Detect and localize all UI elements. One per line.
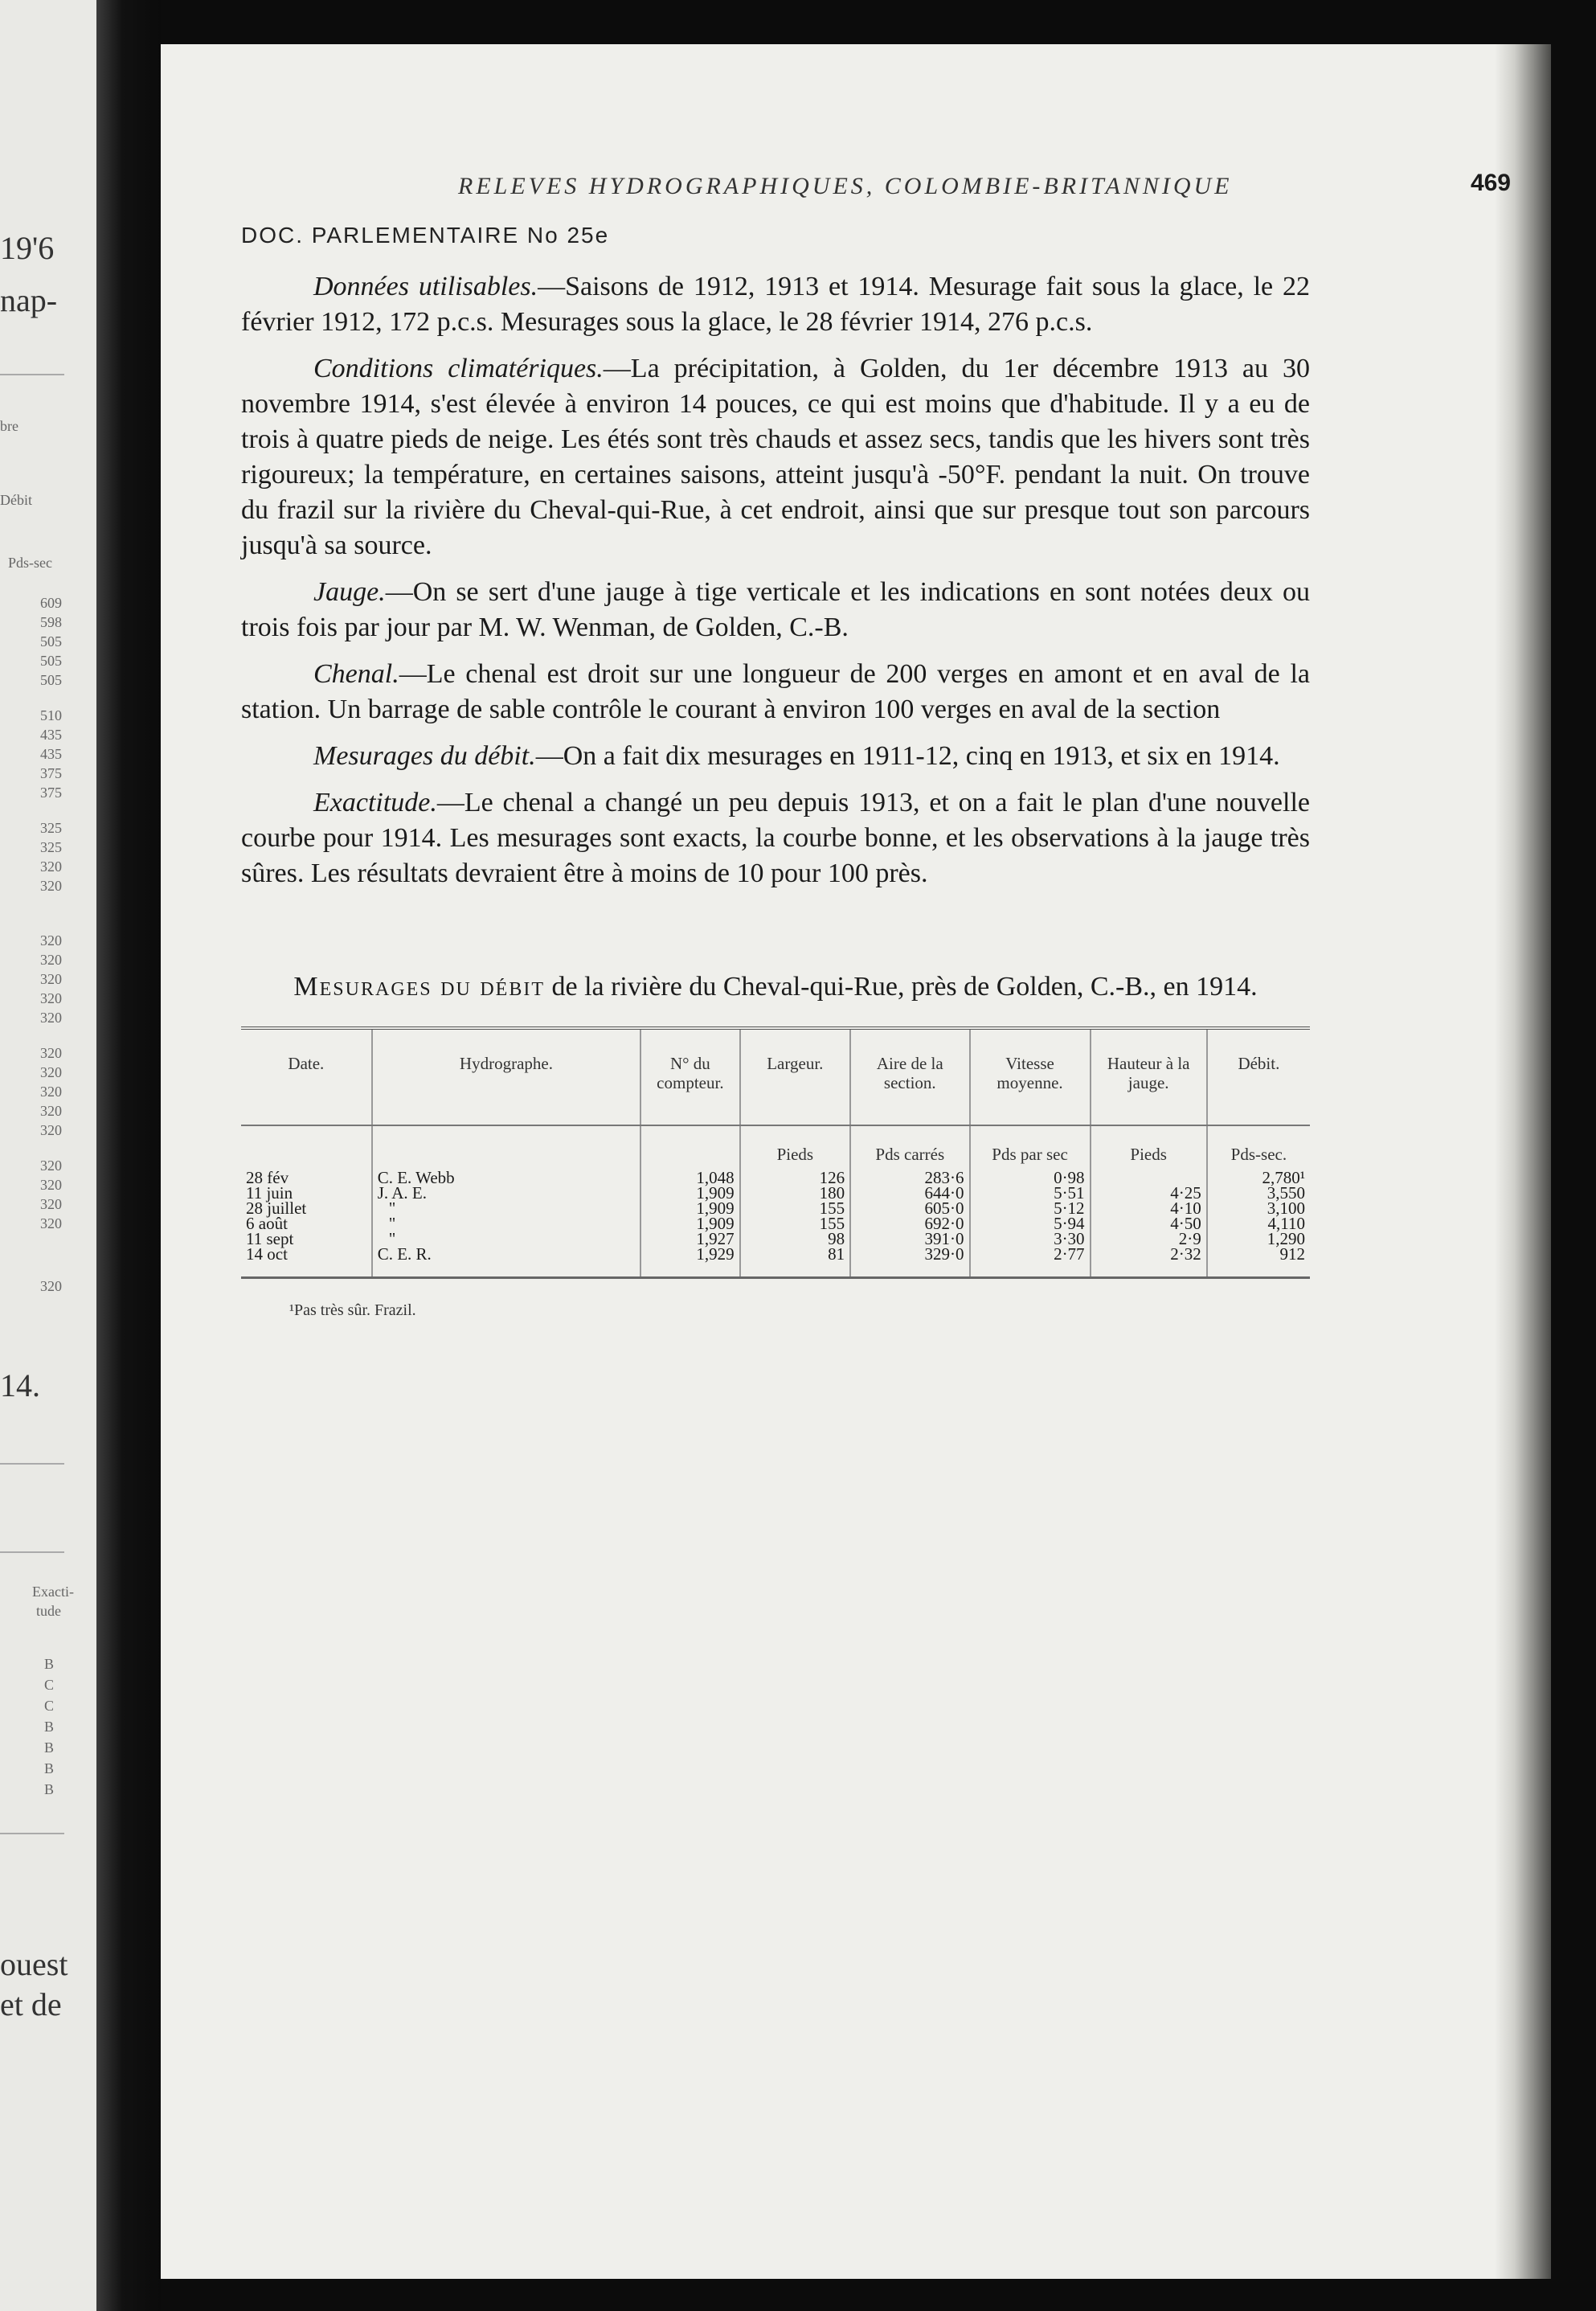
doc-label: DOC. PARLEMENTAIRE No 25e: [241, 223, 610, 248]
meter-cell: 1,909: [640, 1186, 739, 1201]
width-cell: 155: [740, 1201, 850, 1216]
left-fragment: 320: [40, 932, 62, 949]
hydrographer-cell: C. E. R.: [372, 1247, 640, 1278]
hydrographer-cell: C. E. Webb: [372, 1170, 640, 1186]
left-fragment: 320: [40, 990, 62, 1006]
discharge-cell: 3,550: [1207, 1186, 1310, 1201]
paragraph-lead: Jauge.: [313, 577, 386, 607]
left-fragment: 375: [40, 765, 62, 781]
paragraph-text: —Le chenal a changé un peu depuis 1913, et on a fait le plan d'une nouvelle courbe pour 1914. Les mesurages sont exacts, la courbe bonne, et les observations à la jauge très sûres. Les résultats devraient être à moins de 10 pour 100 près.: [241, 788, 1310, 888]
table-header-row: [241, 1028, 1310, 1125]
hydrographer-cell: ": [372, 1216, 640, 1231]
area-cell: 605·0: [850, 1201, 969, 1216]
column-header: Vitesse moyenne.: [970, 1028, 1091, 1125]
left-fragment: et de: [0, 1986, 62, 2022]
left-fragment: C: [44, 1698, 55, 1714]
unit-cell: [372, 1125, 640, 1170]
table-footnote: ¹Pas très sûr. Frazil.: [289, 1301, 416, 1319]
table-title-smallcaps: Mesurages du débit: [293, 972, 545, 1002]
left-fragment: 325: [40, 820, 62, 836]
paragraph-lead: Exactitude.: [313, 788, 437, 817]
paragraph-chenal: [241, 657, 1310, 727]
paragraph-text: —Saisons de 1912, 1913 et 1914. Mesurage fait sous la glace, le 22 février 1912, 172 p.c.s. Mesurages sous la glace, le 28 février 1914, 276 p.c.s.: [241, 272, 1310, 337]
hydrographer-cell: J. A. E.: [372, 1186, 640, 1201]
unit-cell: Pds carrés: [850, 1125, 969, 1170]
book-gutter: [96, 0, 161, 2311]
hydrographer-cell: ": [372, 1201, 640, 1216]
paragraph-text: —Le chenal est droit sur une longueur de 200 verges en amont et en aval de la station. Un barrage de sable contrôle le courant à environ 100 verges en aval de la section: [241, 659, 1310, 724]
paragraph-text: —La précipitation, à Golden, du 1er décembre 1913 au 30 novembre 1914, s'est élevée à environ 14 pouces, ce qui est moins que d'habitude. Il y a eu de trois à quatre pieds de neige. Les étés sont très chauds et assez secs, tandis que les hivers sont très rigoureux; la température, en certaines saisons, atteint jusqu'à -50°F. pendant la nuit. On trouve du frazil sur la rivière du Cheval-qui-Rue, à cet endroit, ainsi que sur presque tout son parcours jusqu'à sa source.: [241, 354, 1310, 560]
left-fragment: 320: [40, 1177, 62, 1193]
left-fragment: 19'6: [0, 230, 55, 266]
page-number: 469: [1470, 170, 1511, 196]
column-header: Débit.: [1207, 1028, 1310, 1125]
left-fragment: B: [44, 1760, 55, 1776]
divider: [0, 1463, 64, 1465]
width-cell: 81: [740, 1247, 850, 1278]
area-cell: 692·0: [850, 1216, 969, 1231]
left-fragment: nap-: [0, 282, 58, 318]
left-fragment: tude: [36, 1603, 61, 1619]
velocity-cell: 3·30: [970, 1231, 1091, 1247]
column-header: Largeur.: [740, 1028, 850, 1125]
adjacent-page-fragment: [0, 0, 96, 2311]
meter-cell: 1,929: [640, 1247, 739, 1278]
left-fragment: bre: [0, 418, 18, 434]
paragraph-donnees: [241, 269, 1310, 340]
left-fragment: B: [44, 1739, 55, 1756]
meter-cell: 1,048: [640, 1170, 739, 1186]
paragraph-lead: Chenal.: [313, 659, 399, 689]
unit-cell: Pieds: [1091, 1125, 1207, 1170]
unit-cell: Pds-sec.: [1207, 1125, 1310, 1170]
table-row: [241, 1216, 1310, 1231]
hydrographer-cell: ": [372, 1231, 640, 1247]
table-row: [241, 1186, 1310, 1201]
running-header: [241, 170, 1511, 213]
left-fragment: 320: [40, 1196, 62, 1212]
left-fragment: B: [44, 1781, 55, 1797]
left-fragment: 14.: [0, 1367, 40, 1403]
width-cell: 155: [740, 1216, 850, 1231]
divider: [0, 374, 64, 375]
discharge-cell: 1,290: [1207, 1231, 1310, 1247]
left-fragment: 320: [40, 1158, 62, 1174]
gauge-cell: 2·32: [1091, 1247, 1207, 1278]
date-cell: 28 fév: [246, 1168, 289, 1187]
unit-cell: [640, 1125, 739, 1170]
left-fragment: 320: [40, 1045, 62, 1061]
left-fragment: 320: [40, 1278, 62, 1294]
page-edge: [1495, 44, 1551, 2279]
column-header: Hauteur à la jauge.: [1091, 1028, 1207, 1125]
velocity-cell: 0·98: [970, 1170, 1091, 1186]
discharge-cell: 3,100: [1207, 1201, 1310, 1216]
units-row: [241, 1125, 1310, 1170]
discharge-table: [241, 1026, 1310, 1279]
running-title: RELEVES HYDROGRAPHIQUES, COLOMBIE-BRITANNIQUE: [458, 173, 1233, 199]
table-title: [241, 969, 1310, 1006]
area-cell: 644·0: [850, 1186, 969, 1201]
left-fragment: 510: [40, 707, 62, 723]
left-fragment: ouest: [0, 1946, 68, 1982]
left-fragment: C: [44, 1677, 55, 1693]
left-fragment: 320: [40, 952, 62, 968]
date-cell: 11 juin: [246, 1183, 293, 1203]
column-header: Aire de la section.: [850, 1028, 969, 1125]
left-fragment: 320: [40, 1064, 62, 1080]
unit-cell: Pieds: [740, 1125, 850, 1170]
left-fragment: B: [44, 1656, 55, 1672]
table-title-rest: de la rivière du Cheval-qui-Rue, près de Golden, C.-B., en 1914.: [551, 972, 1258, 1002]
velocity-cell: 5·51: [970, 1186, 1091, 1201]
left-fragment: 325: [40, 839, 62, 855]
column-header: N° du compteur.: [640, 1028, 739, 1125]
area-cell: 283·6: [850, 1170, 969, 1186]
divider: [0, 1833, 64, 1834]
date-cell: 28 juillet: [246, 1199, 307, 1218]
width-cell: 126: [740, 1170, 850, 1186]
velocity-cell: 5·94: [970, 1216, 1091, 1231]
left-fragment: 435: [40, 727, 62, 743]
left-fragment: 320: [40, 971, 62, 987]
discharge-cell: 2,780¹: [1207, 1170, 1310, 1186]
gauge-cell: 4·50: [1091, 1216, 1207, 1231]
discharge-cell: 912: [1207, 1247, 1310, 1278]
paragraph-lead: Mesurages du débit.: [313, 741, 536, 771]
paragraph-mesurages: [241, 739, 1310, 774]
left-fragment: 505: [40, 653, 62, 669]
width-cell: 180: [740, 1186, 850, 1201]
left-fragment: 609: [40, 595, 62, 611]
left-fragment: 320: [40, 878, 62, 894]
left-fragment: 505: [40, 633, 62, 649]
width-cell: 98: [740, 1231, 850, 1247]
document-page: [161, 44, 1551, 2279]
paragraph-conditions: [241, 351, 1310, 563]
gauge-cell: 4·10: [1091, 1201, 1207, 1216]
table-row: [241, 1201, 1310, 1216]
paragraph-lead: Données utilisables.: [313, 272, 538, 301]
meter-cell: 1,927: [640, 1231, 739, 1247]
left-fragment: 320: [40, 1084, 62, 1100]
left-fragment: 435: [40, 746, 62, 762]
date-cell: 11 sept: [246, 1229, 294, 1248]
paragraph-lead: Conditions climatériques.: [313, 354, 604, 383]
unit-cell: Pds par sec: [970, 1125, 1091, 1170]
date-cell: 14 oct: [241, 1247, 372, 1278]
left-fragment: Débit: [0, 492, 32, 508]
meter-cell: 1,909: [640, 1201, 739, 1216]
divider: [0, 1551, 64, 1553]
gauge-cell: 2·9: [1091, 1231, 1207, 1247]
left-fragment: Pds-sec: [8, 555, 52, 571]
left-fragment: 320: [40, 1215, 62, 1231]
left-fragment: Exacti-: [32, 1584, 74, 1600]
discharge-cell: 4,110: [1207, 1216, 1310, 1231]
area-cell: 391·0: [850, 1231, 969, 1247]
table-row: [241, 1247, 1310, 1278]
gauge-cell: 4·25: [1091, 1186, 1207, 1201]
unit-cell: [241, 1125, 372, 1170]
area-cell: 329·0: [850, 1247, 969, 1278]
meter-cell: 1,909: [640, 1216, 739, 1231]
column-header: Date.: [241, 1028, 372, 1125]
left-fragment: B: [44, 1719, 55, 1735]
column-header: Hydrographe.: [372, 1028, 640, 1125]
left-fragment: 375: [40, 785, 62, 801]
velocity-cell: 5·12: [970, 1201, 1091, 1216]
left-fragment: 320: [40, 1103, 62, 1119]
paragraph-text: —On se sert d'une jauge à tige verticale et les indications en sont notées deux ou trois fois par jour par M. W. Wenman, de Golden, C.-B.: [241, 577, 1310, 642]
paragraph-jauge: [241, 575, 1310, 645]
left-fragment: 320: [40, 858, 62, 875]
left-fragment: 505: [40, 672, 62, 688]
paragraph-text: —On a fait dix mesurages en 1911-12, cinq en 1913, et six en 1914.: [535, 741, 1280, 771]
left-fragment: 320: [40, 1122, 62, 1138]
velocity-cell: 2·77: [970, 1247, 1091, 1278]
left-fragment: 598: [40, 614, 62, 630]
left-fragment: 320: [40, 1010, 62, 1026]
date-cell: 6 août: [246, 1214, 288, 1233]
paragraph-exactitude: [241, 785, 1310, 891]
